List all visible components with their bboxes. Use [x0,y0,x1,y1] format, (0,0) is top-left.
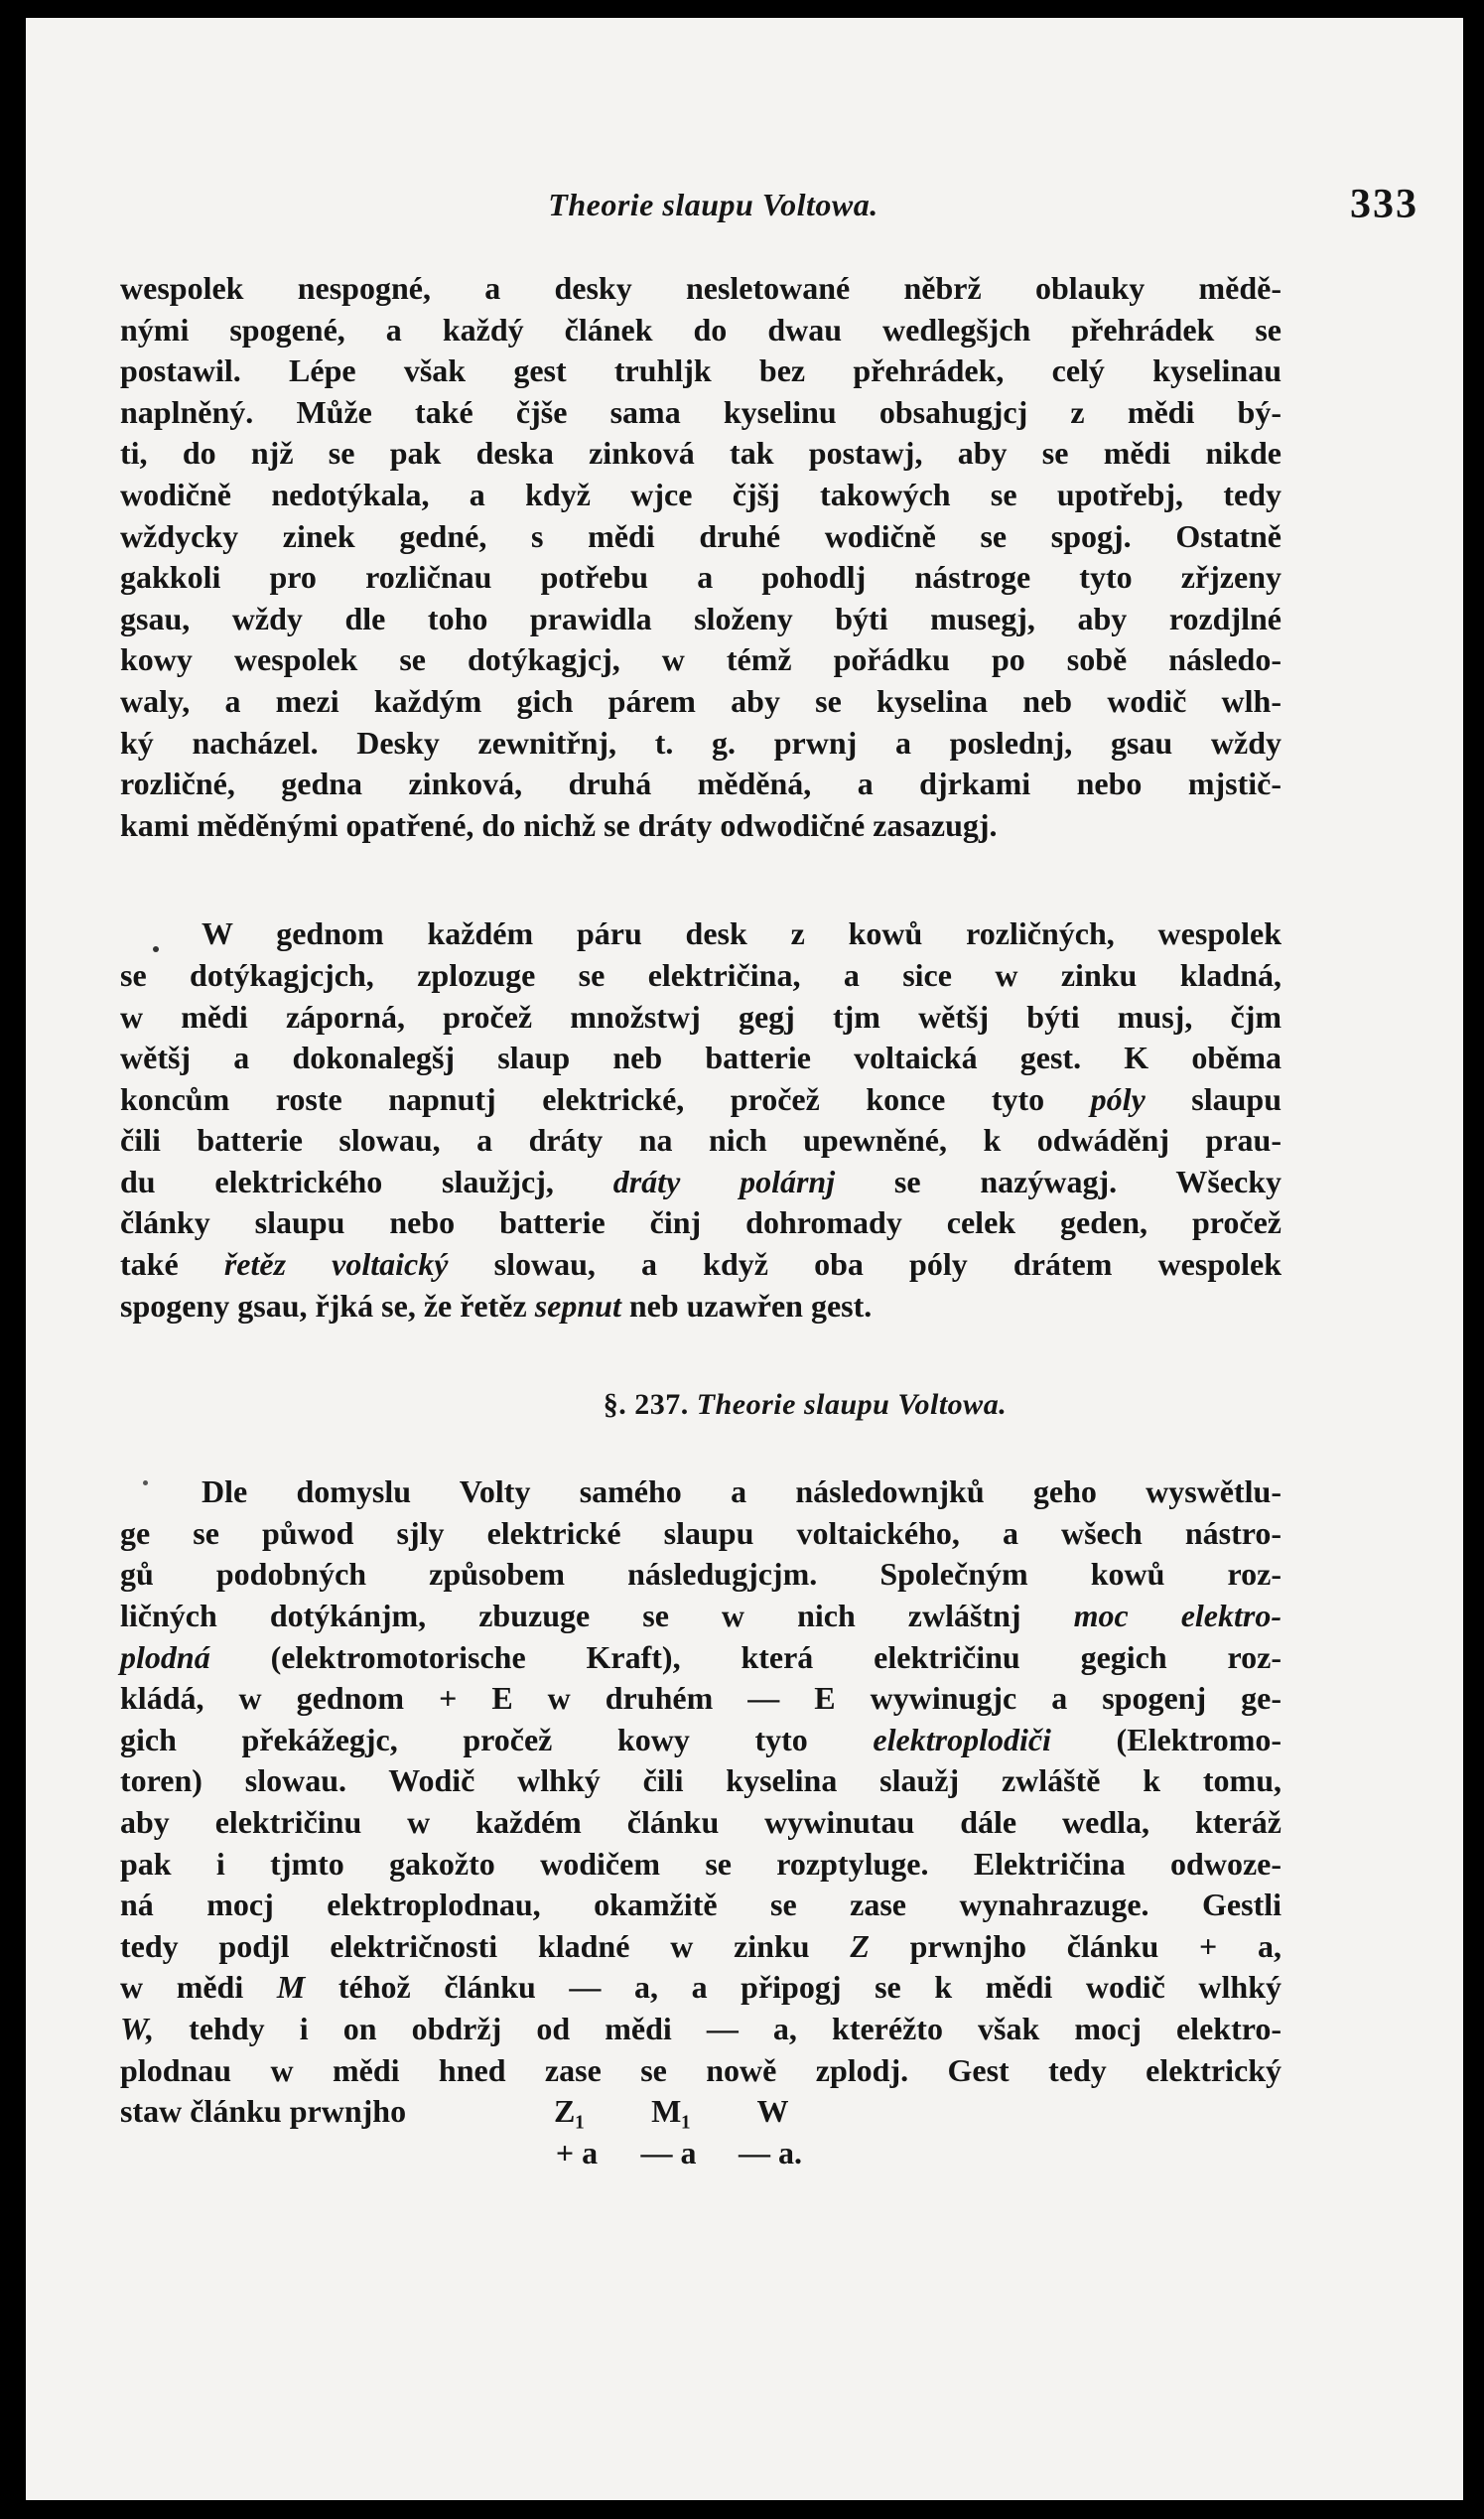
text-line: čili batterie slowau, a dráty na nich upewněné, k odwáděnj prau- [120,1122,1282,1159]
formula-value-copper: — a [640,2134,697,2170]
formula-value-zinc: + a [555,2134,599,2170]
text-line: wespolek nespogné, a desky nesletowané něbrž oblauky mědě- [120,270,1282,306]
emphasis-term: póly [1090,1080,1146,1117]
text-line: kládá, w gednom + E w druhém — E wywinugjc a spogenj ge- [120,1680,1282,1717]
text-line [120,1162,1282,1203]
text-span: spogeny gsau, řjká se, že řetěz [120,1287,527,1324]
formula-symbol-zinc: Z₁ [554,2093,585,2130]
text-line [120,1596,1282,1637]
emphasis-term: W, [120,2010,155,2046]
text-span: (Elektromo- [1116,1721,1282,1757]
text-span: W gednom každém páru desk z kowů rozličných, wespolek [202,915,1282,952]
formula-label: staw článku prwnjho [120,2093,407,2130]
text-line: waly, a mezi každým gich párem aby se kyselina neb wodič wlh- [120,682,1282,719]
text-line [120,1286,1282,1328]
text-line [120,1471,1282,1513]
text-line: wždycky zinek gedné, s mědi druhé wodičně se spogj. Ostatně [120,517,1282,554]
emphasis-term: řetěz voltaický [223,1246,449,1283]
text-line [120,1637,1282,1679]
text-line: se dotýkagjcjch, zplozuge se električina, a sice w zinku kladná, [120,956,1282,993]
text-line: toren) slowau. Wodič wlhký čili kyselina slaužj zwláště k tomu, [120,1762,1282,1799]
text-line: rozličné, gedna zinková, druhá měděná, a djrkami nebo mjstič- [120,766,1282,802]
text-line: ti, do njž se pak deska zinková tak postawj, aby se mědi nikde [120,435,1282,472]
emphasis-term: sepnut [534,1287,621,1324]
text-line: plodnau w mědi hned zase se nowě zplodj. Gest tedy elektrický [120,2051,1282,2088]
text-span: slowau, a když oba póly drátem wespolek [493,1246,1282,1283]
text-span: w mědi [120,1969,244,2006]
text-line [120,1967,1282,2009]
text-line: wětšj a dokonalegšj slaup neb batterie voltaická gest. K oběma [120,1040,1282,1076]
text-line [120,913,1282,955]
book-page [26,18,1463,2500]
text-span: neb uzawřen gest. [628,1287,873,1324]
section-number: §. 237. [603,1388,689,1422]
text-line [120,1244,1282,1286]
emphasis-term: moc elektro- [1073,1598,1282,1634]
text-line [120,1079,1282,1121]
emphasis-term: Z [850,1927,870,1964]
emphasis-term: M [276,1969,306,2006]
text-span: prwnjho článku + a, [909,1927,1282,1964]
text-span: tehdy i on obdržj od mědi — a, kteréžto však mocj elektro- [189,2010,1282,2046]
text-span: se nazýwagj. Wšecky [893,1163,1282,1199]
text-line: ge se půwod sjly elektrické slaupu voltaického, a wšech nástro- [120,1514,1282,1551]
running-head [26,179,1463,238]
text-line: gakkoli pro rozličnau potřebu a pohodlj nástroge tyto zřjzeny [120,559,1282,596]
text-span: slaupu [1191,1080,1282,1117]
text-line: aby električinu w každém článku wywinutau dále wedla, kteráž [120,1804,1282,1840]
section-title: Theorie slaupu Voltowa. [696,1388,1008,1422]
text-line [120,2009,1282,2050]
emphasis-term: elektroplodiči [873,1721,1051,1757]
text-line [120,1926,1282,1968]
text-line: kami měděnými opatřené, do nichž se dráty odwodičné zasazugj. [120,806,998,843]
text-span: (elektromotorische Kraft), která električinu gegich roz- [270,1638,1282,1675]
paragraph-2 [120,913,1282,1327]
text-span: du elektrického slaužjcj, [120,1163,554,1199]
text-span: gich překážegjc, pročež kowy tyto [120,1721,808,1757]
text-line: kowy wespolek se dotýkagjcj, w témž pořádku po sobě následo- [120,641,1282,678]
text-line: naplněný. Může také čjše sama kyselinu obsahugjcj z mědi bý- [120,393,1282,430]
text-span: koncům roste napnutj elektrické, pročež konce tyto [120,1080,1045,1117]
text-span: téhož článku — a, a připogj se k mědi wodič wlhký [337,1969,1282,2006]
section-heading [120,1388,1282,1422]
emphasis-term: plodná [120,1638,210,1675]
text-line [120,1720,1282,1761]
text-line: wodičně nedotýkala, a když wjce čjšj takowých se upotřebj, tedy [120,476,1282,512]
text-line: pak i tjmto gakožto wodičem se rozptyluge. Električina odwoze- [120,1845,1282,1882]
emphasis-term: dráty polárnj [612,1163,836,1199]
text-line: nými spogené, a každý článek do dwau wedlegšjch přehrádek se [120,311,1282,348]
page-number: 333 [1350,182,1418,227]
text-span: Dle domyslu Volty samého a následownjků geho wyswětlu- [202,1473,1282,1510]
text-line: gsau, wždy dle toho prawidla složeny býti musegj, aby rozdjlné [120,600,1282,636]
text-line: postawil. Lépe však gest truhljk bez přehrádek, celý kyselinau [120,352,1282,389]
formula-values-row [120,2133,1282,2174]
formula-value-conductor: — a. [739,2134,802,2170]
formula-symbol-copper: M₁ [651,2093,691,2130]
text-line: ký nacházel. Desky zewnitřnj, t. g. prwnj a poslednj, gsau wždy [120,724,1282,761]
formula-symbols-row [120,2091,1282,2133]
running-title: Theorie slaupu Voltowa. [548,187,878,222]
text-line: ná mocj elektroplodnau, okamžitě se zase wynahrazuge. Gestli [120,1887,1282,1923]
text-line: gů podobných způsobem následugjcjm. Společným kowů roz- [120,1556,1282,1593]
body-text [120,268,1282,2173]
formula-symbol-conductor: W [756,2093,789,2130]
text-span: tedy podjl električnosti kladné w zinku [120,1927,810,1964]
text-line: w mědi záporná, pročež množstwj gegj tjm wětšj býti musj, čjm [120,998,1282,1035]
text-span: ličných dotýkánjm, zbuzuge se w nich zwláštnj [120,1598,1021,1634]
text-line: články slaupu nebo batterie činj dohromady celek geden, pročež [120,1204,1282,1241]
text-span: také [120,1246,179,1283]
paragraph-3 [120,1471,1282,2091]
paragraph-1 [120,268,1282,846]
